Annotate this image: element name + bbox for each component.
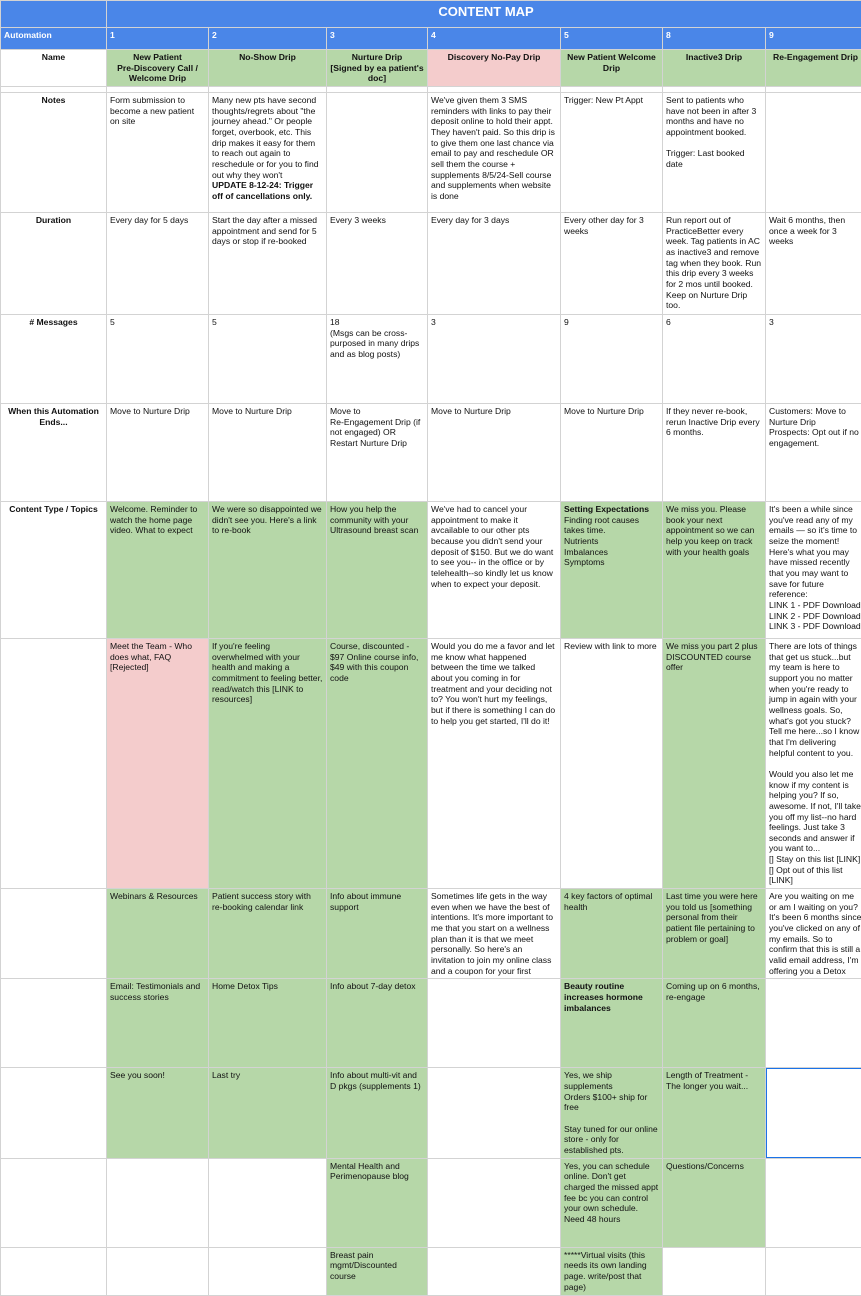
ends-cell[interactable]: Move to Re-Engagement Drip (if not engaged) OR Restart Nurture Drip — [327, 404, 428, 502]
content-cell[interactable]: If you're feeling overwhelmed with your health and making a commitment to feeling better, read/watch this [LINK to resources] — [209, 639, 327, 889]
automation-name[interactable]: Nurture Drip [Signed by ea patient's doc] — [327, 50, 428, 87]
content-cell[interactable]: We've had to cancel your appointment to make it avcailable to our other pts because you didn't send your deposit of $150. But we do want to see you-- in the office or by telehealth--so kindly let us know when to expect your deposit. — [428, 502, 561, 639]
column-number-8[interactable]: 8 — [663, 28, 766, 50]
automation-name[interactable]: No-Show Drip — [209, 50, 327, 87]
content-cell[interactable]: We miss you part 2 plus DISCOUNTED course offer — [663, 639, 766, 889]
row-label-ends[interactable]: When this Automation Ends... — [1, 404, 107, 502]
content-cell[interactable]: Course, discounted - $97 Online course info, $49 with this coupon code — [327, 639, 428, 889]
column-number-9[interactable]: 9 — [766, 28, 861, 50]
column-number-5[interactable]: 5 — [561, 28, 663, 50]
notes-cell[interactable]: Sent to patients who have not been in after 3 months and have no appointment booked. Trigger: Last booked date — [663, 93, 766, 213]
content-cell[interactable]: Yes, we ship supplements Orders $100+ ship for free Stay tuned for our online store - only for established pts. — [561, 1068, 663, 1158]
content-heading: Setting Expectations — [564, 504, 659, 515]
automation-name[interactable]: Re-Engagement Drip — [766, 50, 861, 87]
content-cell[interactable]: Review with link to more — [561, 639, 663, 889]
content-cell[interactable]: There are lots of things that get us stuck...but my team is here to support you no matter when you're ready to jump in again with your wellness goals. So, what's got you stuck? Tell me here...so I know that I'm delivering helpful content to you. Would you also let me know if my content is helping you? If so, awesome. If not, I'll take you off my list--no hard feelings. Just take 3 seconds and answer if you want to... [] Stay on this list [LINK] [] Opt out of this list [LINK] — [766, 639, 861, 889]
ends-cell[interactable]: Move to Nurture Drip — [428, 404, 561, 502]
row-label-empty[interactable] — [1, 1068, 107, 1158]
content-cell[interactable] — [107, 1247, 209, 1295]
notes-cell[interactable] — [327, 93, 428, 213]
content-cell[interactable]: Coming up on 6 months, re-engage — [663, 979, 766, 1068]
row-label-content[interactable]: Content Type / Topics — [1, 502, 107, 639]
messages-cell[interactable]: 5 — [209, 315, 327, 404]
content-cell[interactable]: Email: Testimonials and success stories — [107, 979, 209, 1068]
ends-cell[interactable]: Move to Nurture Drip — [107, 404, 209, 502]
duration-cell[interactable]: Wait 6 months, then once a week for 3 weeks — [766, 213, 861, 315]
row-label-empty[interactable] — [1, 1247, 107, 1295]
content-cell[interactable]: Info about immune support — [327, 889, 428, 979]
row-label-notes[interactable]: Notes — [1, 93, 107, 213]
duration-cell[interactable]: Run report out of PracticeBetter every week. Tag patients in AC as inactive3 and remove tag when they book. Run this drip every 3 weeks for 2 mos until booked. Keep on Nurture Drip too. — [663, 213, 766, 315]
content-cell[interactable] — [209, 1158, 327, 1247]
content-cell[interactable] — [428, 1068, 561, 1158]
content-cell[interactable] — [663, 1247, 766, 1295]
content-cell[interactable]: Would you do me a favor and let me know what happened between the time we talked about you coming in for treatment and your deciding not to? You won't hurt my feelings, but if there is something I can do to help you get started, I'll do it! — [428, 639, 561, 889]
notes-cell[interactable] — [766, 93, 861, 213]
ends-cell[interactable]: Move to Nurture Drip — [561, 404, 663, 502]
content-cell[interactable]: See you soon! — [107, 1068, 209, 1158]
content-cell[interactable]: We miss you. Please book your next appointment so we can help you keep on track with your health goals — [663, 502, 766, 639]
messages-cell[interactable]: 9 — [561, 315, 663, 404]
row-label-empty[interactable] — [1, 889, 107, 979]
column-number-4[interactable]: 4 — [428, 28, 561, 50]
content-cell[interactable]: 4 key factors of optimal health — [561, 889, 663, 979]
content-cell[interactable] — [561, 502, 663, 639]
row-label-empty[interactable] — [1, 979, 107, 1068]
notes-cell[interactable]: Trigger: New Pt Appt — [561, 93, 663, 213]
corner-cell[interactable] — [1, 1, 107, 28]
sheet-title[interactable]: CONTENT MAP — [107, 1, 861, 28]
content-cell[interactable]: How you help the community with your Ultrasound breast scan — [327, 502, 428, 639]
column-number-1[interactable]: 1 — [107, 28, 209, 50]
content-cell[interactable]: Meet the Team - Who does what, FAQ [Rejected] — [107, 639, 209, 889]
content-cell[interactable]: Sometimes life gets in the way even when we have the best of intentions. It's more important to me that you start on a wellness plan than it is that we meet personally. So here's an invitation to join my online class and a coupon for your first — [428, 889, 561, 979]
content-cell[interactable]: Info about 7-day detox — [327, 979, 428, 1068]
content-cell[interactable]: Webinars & Resources — [107, 889, 209, 979]
notes-cell[interactable]: We've given them 3 SMS reminders with links to pay their deposit online to hold their appt. They haven't paid. So this drip is to give them one last chance via email to pay and reschedule OR sell them the course + supplements 8/5/24-Sell course and supplements when website is done — [428, 93, 561, 213]
content-cell[interactable]: Patient success story with re-booking calendar link — [209, 889, 327, 979]
content-cell[interactable]: Home Detox Tips — [209, 979, 327, 1068]
messages-cell[interactable]: 5 — [107, 315, 209, 404]
content-cell[interactable]: Welcome. Reminder to watch the home page video. What to expect — [107, 502, 209, 639]
automation-name[interactable]: New Patient Pre-Discovery Call / Welcome Drip — [107, 50, 209, 87]
content-cell[interactable]: Info about multi-vit and D pkgs (supplements 1) — [327, 1068, 428, 1158]
automation-name[interactable]: Discovery No-Pay Drip — [428, 50, 561, 87]
row-label-messages[interactable]: # Messages — [1, 315, 107, 404]
duration-cell[interactable]: Every other day for 3 weeks — [561, 213, 663, 315]
ends-cell[interactable]: Customers: Move to Nurture Drip Prospects: Opt out if no engagement. — [766, 404, 861, 502]
content-cell[interactable] — [766, 979, 861, 1068]
content-cell[interactable] — [209, 1247, 327, 1295]
content-cell[interactable]: Breast pain mgmt/Discounted course — [327, 1247, 428, 1295]
messages-cell[interactable]: 3 — [428, 315, 561, 404]
content-cell[interactable]: Are you waiting on me or am I waiting on you? It's been 6 months since you've clicked on any of my emails. So to confirm that this is still a valid email address, I'm offering you a Detox — [766, 889, 861, 979]
column-number-2[interactable]: 2 — [209, 28, 327, 50]
content-cell[interactable] — [766, 1158, 861, 1247]
row-label-empty[interactable] — [1, 639, 107, 889]
content-cell[interactable]: Length of Treatment - The longer you wait... — [663, 1068, 766, 1158]
messages-cell[interactable]: 18 (Msgs can be cross-purposed in many drips and as blog posts) — [327, 315, 428, 404]
content-cell[interactable] — [766, 1247, 861, 1295]
content-cell[interactable] — [107, 1158, 209, 1247]
duration-cell[interactable]: Every day for 3 days — [428, 213, 561, 315]
notes-cell[interactable]: Many new pts have second thoughts/regrets about "the journey ahead." Or people forget, overbook, etc. This drip makes it easy for them to reach out again to reschedule or for you to find out why they won't UPDATE 8-12-24: Trigger off of cancellations only. — [209, 93, 327, 213]
content-cell[interactable]: Last time you were here you told us [something personal from their patient file pertaining to problem or goal] — [663, 889, 766, 979]
notes-update: UPDATE 8-12-24: Trigger off of cancellations only. — [212, 180, 323, 201]
row-label-duration[interactable]: Duration — [1, 213, 107, 315]
row-label-empty[interactable] — [1, 1158, 107, 1247]
content-cell[interactable]: We were so disappointed we didn't see you. Here's a link to re-book — [209, 502, 327, 639]
content-cell[interactable]: Last try — [209, 1068, 327, 1158]
content-cell[interactable]: Questions/Concerns — [663, 1158, 766, 1247]
content-cell[interactable]: Beauty routine increases hormone imbalances — [561, 979, 663, 1068]
row-label-name[interactable]: Name — [1, 50, 107, 87]
content-text: Finding root causes takes time. Nutrients Imbalances Symptoms — [564, 515, 659, 568]
duration-cell[interactable]: Every day for 5 days — [107, 213, 209, 315]
automation-name[interactable]: Inactive3 Drip — [663, 50, 766, 87]
ends-cell[interactable]: Move to Nurture Drip — [209, 404, 327, 502]
content-cell[interactable]: It's been a while since you've read any of my emails — so it's time to seize the moment! Here's what you may have missed recently that you may want to save for future reference: LINK 1 - PDF Download LINK 2 - PDF Download LINK 3 - PDF Download — [766, 502, 861, 639]
messages-cell[interactable]: 3 — [766, 315, 861, 404]
column-number-3[interactable]: 3 — [327, 28, 428, 50]
content-cell[interactable] — [428, 1247, 561, 1295]
content-cell[interactable] — [428, 1158, 561, 1247]
content-cell[interactable]: Yes, you can schedule online. Don't get charged the missed appt fee bc you can control your own schedule. Need 48 hours — [561, 1158, 663, 1247]
ends-cell[interactable]: If they never re-book, rerun Inactive Drip every 6 months. — [663, 404, 766, 502]
content-cell[interactable]: *****Virtual visits (this needs its own landing page. write/post that page) — [561, 1247, 663, 1295]
messages-cell[interactable]: 6 — [663, 315, 766, 404]
duration-cell[interactable]: Start the day after a missed appointment and send for 5 days or stop if re-booked — [209, 213, 327, 315]
content-cell[interactable]: Mental Health and Perimenopause blog — [327, 1158, 428, 1247]
automation-name[interactable]: New Patient Welcome Drip — [561, 50, 663, 87]
duration-cell[interactable]: Every 3 weeks — [327, 213, 428, 315]
automation-label[interactable]: Automation — [1, 28, 107, 50]
content-cell[interactable] — [766, 1068, 861, 1158]
content-cell[interactable] — [428, 979, 561, 1068]
notes-cell[interactable]: Form submission to become a new patient on site — [107, 93, 209, 213]
